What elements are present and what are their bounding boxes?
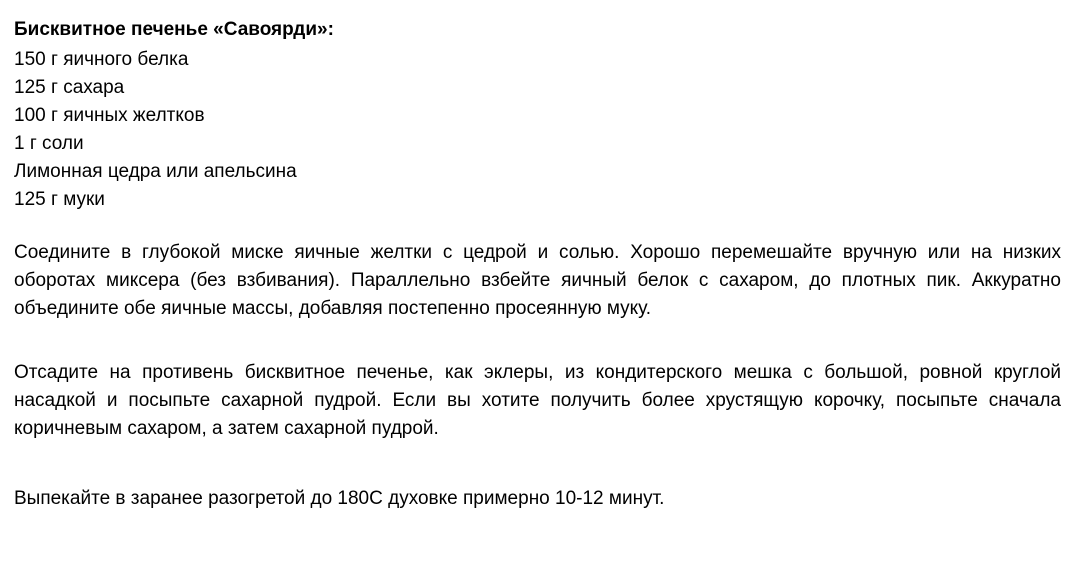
ingredient-item: 150 г яичного белка <box>14 49 189 70</box>
ingredient-item: Лимонная цедра или апельсина <box>14 161 297 182</box>
ingredient-item: 100 г яичных желтков <box>14 105 205 126</box>
instruction-paragraph-baking: Выпекайте в заранее разогретой до 180С духовке примерно 10-12 минут. <box>14 488 665 509</box>
ingredient-item: 125 г муки <box>14 189 105 210</box>
recipe-title: Бисквитное печенье «Савоярди»: <box>14 19 334 40</box>
instruction-paragraph-mixing: Соедините в глубокой миске яичные желтки с цедрой и солью. Хорошо перемешайте вручную или на низких оборотах миксера (без взбивания). Параллельно взбейте яичный белок с сахаром, до плотных пик. Аккуратно объедините обе яичные массы, добавляя постепенно просеянную муку. <box>14 242 1061 319</box>
instruction-paragraph-piping: Отсадите на противень бисквитное печенье, как эклеры, из кондитерского мешка с большой, ровной круглой насадкой и посыпьте сахарной пудрой. Если вы хотите получить более хрустящую корочку, посыпьте сначала коричневым сахаром, а затем сахарной пудрой. <box>14 362 1061 439</box>
ingredient-list <box>14 46 1059 214</box>
ingredient-item: 1 г соли <box>14 133 84 154</box>
ingredient-item: 125 г сахара <box>14 77 125 98</box>
